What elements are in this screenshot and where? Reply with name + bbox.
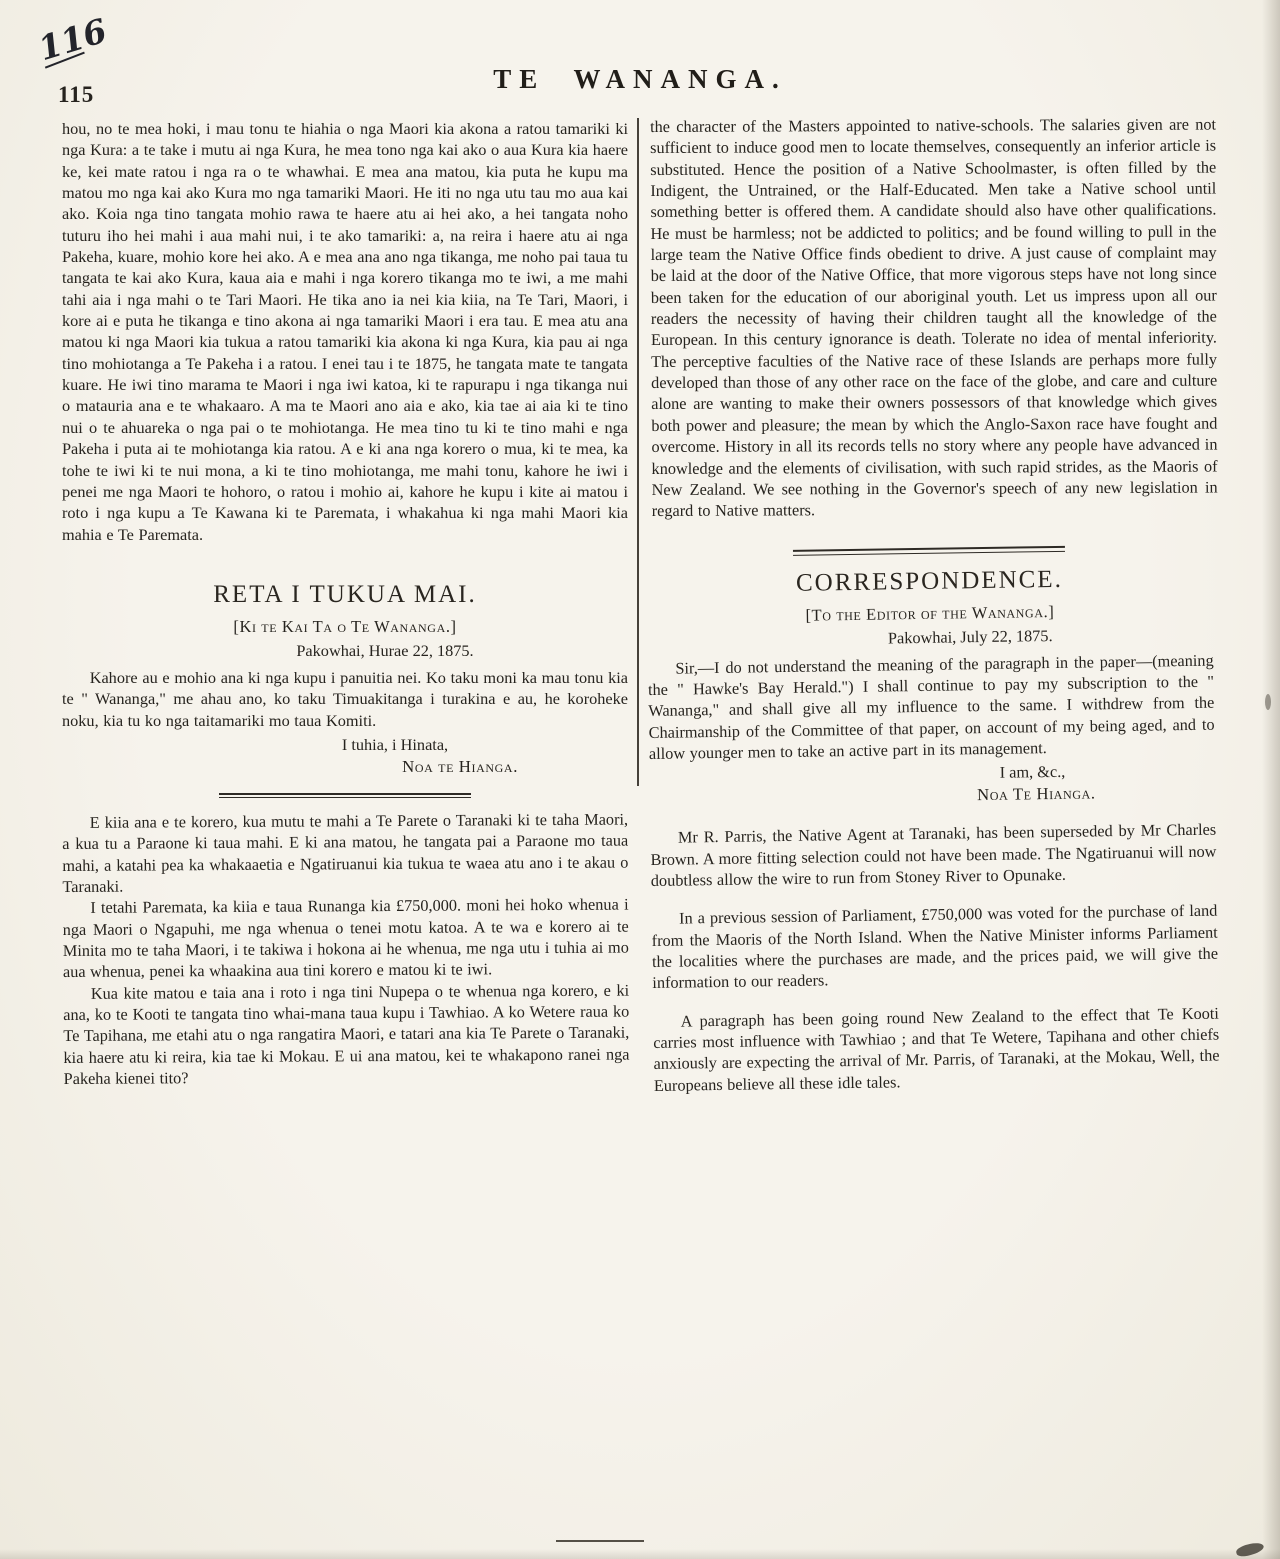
news-paragraph-paraone: E kiia ana e te korero, kua mutu te mahi a Te Parete o Taranaki ki te taha Maori, a kua tu a Paraone ki taua mahi. E ki ana matou, he tangata pai a Paraone mo taua mahi, a katahi pea ka whakaaetia e Ngatiruanui kia tukua te waea atu ano i te akau o Taranaki. <box>62 809 629 897</box>
reta-address-line: [Ki te Kai Ta o Te Wananga.] <box>233 616 457 636</box>
correspondence-closing-line: I am, &c., <box>999 761 1066 782</box>
news-paragraph-tekooti: A paragraph has been going round New Zealand to the effect that Te Kooti carries most influence with Tawhiao ; and that Te Wetere, Tapihana and other chiefs anxiously are expecting the arrival of Mr. Parris, of Taranaki, at the Mokau, Well, the Europeans believe all these idle tales. <box>653 1002 1220 1095</box>
reta-letter-body: Kahore au e mohio ana ki nga kupu i panuitia nei. Ko taku moni ka mau tonu kia te " Wananga," me ahau ano, ko taku Timuakitanga i turakina e au, he koroheke noku, kia tu ko nga taitamariki mo taua Komiti. <box>62 667 628 730</box>
scan-corner-mark <box>1235 1540 1265 1558</box>
reta-dateline: Pakowhai, Hurae 22, 1875. <box>296 640 474 660</box>
english-lead-paragraph: the character of the Masters appointed to native-schools. The salaries given are not sufficient to induce good men to locate themselves, consequently an inferior article is substituted. Hence the position of a Native Schoolmaster, is often filled by the Indigent, the Untrained, or the Half-Educated. Men take a Native school until something better is offered them. A candidate should also have other qualifications. He must be harmless; not be addicted to politics; and be found willing to pull in the large team the Native Office finds obedient to drive. A just cause of complaint may be laid at the door of the Native Office, that more vigorous steps have not long since been taken for the education of our aboriginal youth. Let us impress upon all our readers the necessity of having their children taught all the knowledge of the European. In this century ignorance is death. Tolerate no idea of mental inferiority. The perceptive faculties of the Native race of these Islands are perhaps more fully developed than those of any other race on the face of the globe, and care and culture alone are wanting to make their owners possessors of that knowledge which gives both power and pleasure; the mean by which the Anglo-Saxon race have fought and overcome. History in all its records tells no story where any people have advanced in knowledge and the elements of civilisation, with such rapid strides, as the Maoris of New Zealand. We see nothing in the Governor's speech of any new legislation in regard to Native matters. <box>650 114 1218 521</box>
correspondence-dateline: Pakowhai, July 22, 1875. <box>887 625 1053 647</box>
left-news-items <box>62 809 630 1090</box>
reta-signature: Noa te Hianga. <box>402 756 518 776</box>
scan-edge-blemish <box>1265 694 1271 710</box>
handwritten-folio-number: 116 <box>33 10 112 69</box>
section-title-reta: RETA I TUKUA MAI. <box>213 580 477 608</box>
news-paragraph-paremata: I tetahi Paremata, ka kiia e taua Runanga kia £750,000. moni hei hoko whenua i nga Maori o Ngapuhi, me nga whenua o tenei motu katoa. A te wa e korero ai te Minita mo te taha Maori, i te takiwa i hokona ai he whenua, me nga utu i tuhia ai mo aua whenua, penei ka whaakina aua tini korero e matou ki te iwi. <box>62 895 629 982</box>
scan-bottom-edge-shadow <box>0 1549 1280 1559</box>
left-column <box>62 118 628 1090</box>
news-paragraph-parliament: In a previous session of Parliament, £750,000 was voted for the purchase of land from the Maoris of the North Island. When the Native Minister informs Parliament the localities where the purchases are made, and the prices paid, we will give the information to our readers. <box>651 900 1219 992</box>
correspondence-signature: Noa Te Hianga. <box>976 783 1096 804</box>
left-section-divider-rule <box>219 793 471 799</box>
page-number: 115 <box>58 82 95 107</box>
correspondence-address-line: [To the Editor of the Wananga.] <box>805 601 1055 624</box>
maori-lead-paragraph: hou, no te mea hoki, i mau tonu te hiahia o nga Maori kia akona a ratou tamariki ki nga Kura: a te take i mutu ai nga Kura, he mea tono nga kai ako o aua Kura kia haere ke, kei mate ratou i nga ra o te whawhai. E mea ana matou, kia puta he kupu ma matou mo nga kai ako Kura mo nga tamariki Maori. He iti no nga utu tau mo aua kai ako. Koia nga tino tangata mohio rawa te haere atu ai hei ako, a hei tangata noho tuturu iho hei mahi i aua mahi nui, i te ako tamariki: a, na reira i haere atu ai nga Pakeha, kuare, mohio kore hei ako. A e mea ana ano nga tikanga, me noho pai taua tu tangata te kai ako Kura, kaua aia e mahi i nga korero tikanga mo te iwi, a me mahi tahi aia i nga mahi o te Tari Maori. He tika ano ia nei kia kiia, na Te Tari, Maori, i kore ai e puta he tikanga e tino akona ai nga tamariki Maori i era tau. E mea atu ana matou ki nga Maori kia tukua a ratou tamariki kia akona ki nga Kura, kia pau ai nga tino mohiotanga a Te Pakeha i a ratou. I enei tau i te 1875, he tangata mate te tangata kuare. He iwi tino marama te Maori i nga iwi katoa, ki te rapurapu i nga tikanga nui o matauria ana e te whakaaro. A ma te Maori ano aia e ako, kia tae ai aia ki te tino nui o te ahuareka o nga pai o te mohiotanga. He mea tino tu ki te tino mahi e nga Pakeha i puta ai te mohiotanga kia ratou. A e ki ana nga korero o mua, ki te mea, ka tohe te iwi ki te nui mona, a ki te tino mohiotanga, me mahi tonu, kahore he iwi i penei me nga Maori te hohoro, o ratou i mohio ai, kahore he kupu i kite ai matou i roto i nga kupu a Te Kawana ki te Paremata, i whakahua ki nga mahi Maori kia mahia e Te Paremata. <box>62 119 628 544</box>
correspondence-letter-body: Sir,—I do not understand the meaning of the paragraph in the paper—(meaning the " Hawke's Bay Herald.") I shall continue to pay my subscription to the " Wananga," and shall give all my influence to the same. I withdrew from the Chairmanship of the Committee of that paper, on account of my being aged, and to allow younger men to take an active part in its management. <box>647 649 1215 763</box>
reta-closing-line: I tuhia, i Hinata, <box>341 734 449 754</box>
news-paragraph-nupepa: Kua kite matou e taia ana i roto i nga tini Nupepa o te whenua nga korero, e ki ana, ko te Kooti te tangata tino whai-mana taua kupu i Tawhiao. A ko Wetere raua ko Te Tapihana, me etahi atu o nga rangatira Maori, e tatari ana kia Te Parete o Taranaki, kia haere atu ki reira, kia tae ki Mokau. E ui ana matou, kei te whakapono ranei nga Pakeha kienei tito? <box>63 980 630 1089</box>
bottom-end-rule <box>556 1540 644 1542</box>
correspondence-section <box>646 543 1220 1095</box>
masthead-title: TE WANANGA. <box>493 64 787 94</box>
scan-right-edge-shadow <box>1262 0 1280 1559</box>
section-title-correspondence: CORRESPONDENCE. <box>795 564 1064 596</box>
column-divider-rule <box>637 118 639 786</box>
correspondence-top-rule <box>793 545 1065 555</box>
right-column <box>647 114 1220 1096</box>
news-paragraph-parris: Mr R. Parris, the Native Agent at Taranaki, has been superseded by Mr Charles Brown. A more fitting selection could not have been made. The Ngatiruanui will now doubtless allow the wire to run from Stoney River to Opunake. <box>650 819 1217 890</box>
